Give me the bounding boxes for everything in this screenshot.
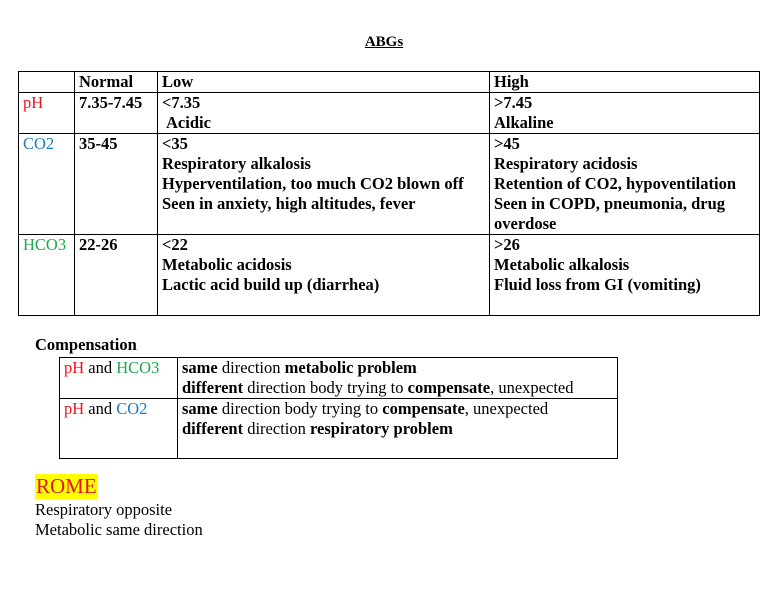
header-empty (19, 72, 75, 93)
compensation-row-co2 (60, 399, 618, 459)
comp-line: same direction body trying to compensate, unexpected (182, 399, 549, 418)
high-ph (490, 93, 760, 134)
low-hco3-line: <22 (162, 235, 188, 254)
compensation-table (59, 357, 618, 459)
table-row-hco3 (19, 235, 760, 316)
comp-hco3-label: HCO3 (116, 358, 160, 377)
low-ph-line: Acidic (166, 113, 211, 132)
comp-ph-label: pH (64, 399, 85, 418)
comp-pair-hco3 (60, 358, 178, 399)
param-ph: pH (19, 93, 75, 134)
high-co2-line: >45 (494, 134, 520, 153)
low-hco3 (158, 235, 490, 316)
normal-ph: 7.35-7.45 (75, 93, 158, 134)
low-co2-line: Respiratory alkalosis (162, 154, 311, 173)
param-co2: CO2 (19, 134, 75, 235)
high-hco3-line: Fluid loss from GI (vomiting) (494, 275, 701, 294)
comp-pair-co2 (60, 399, 178, 459)
comp-line: different direction body trying to compensate, unexpected (182, 378, 574, 397)
high-ph-line: >7.45 (494, 93, 533, 112)
normal-hco3: 22-26 (75, 235, 158, 316)
normal-co2: 35-45 (75, 134, 158, 235)
abg-table (18, 71, 760, 316)
low-ph (158, 93, 490, 134)
low-co2-line: Hyperventilation, too much CO2 blown off (162, 174, 464, 193)
page-title: ABGs (364, 34, 404, 50)
comp-line: different direction respiratory problem (182, 419, 453, 438)
comp-desc-co2 (178, 399, 618, 459)
table-header-row (19, 72, 760, 93)
low-co2-line: <35 (162, 134, 188, 153)
compensation-heading: Compensation (35, 335, 137, 354)
low-co2-line: Seen in anxiety, high altitudes, fever (162, 194, 416, 213)
rome-line-respiratory: Respiratory opposite (35, 500, 173, 519)
low-hco3-line: Metabolic acidosis (162, 255, 292, 274)
comp-line: same direction metabolic problem (182, 358, 417, 377)
low-hco3-line: Lactic acid build up (diarrhea) (162, 275, 380, 294)
high-hco3-line: >26 (494, 235, 520, 254)
low-co2 (158, 134, 490, 235)
header-low: Low (158, 72, 490, 93)
rome-heading: ROME (36, 474, 97, 498)
comp-co2-label: CO2 (116, 399, 148, 418)
comp-and-label: and (88, 358, 113, 377)
high-co2 (490, 134, 760, 235)
high-co2-line: Seen in COPD, pneumonia, drug overdose (494, 194, 726, 233)
table-row-ph (19, 93, 760, 134)
high-ph-line: Alkaline (494, 113, 554, 132)
comp-desc-hco3 (178, 358, 618, 399)
low-ph-line: <7.35 (162, 93, 201, 112)
comp-and-label: and (88, 399, 113, 418)
header-high: High (490, 72, 760, 93)
rome-line-metabolic: Metabolic same direction (35, 520, 203, 539)
high-hco3 (490, 235, 760, 316)
high-co2-line: Retention of CO2, hypoventilation (494, 174, 737, 193)
header-normal: Normal (75, 72, 158, 93)
high-hco3-line: Metabolic alkalosis (494, 255, 630, 274)
compensation-row-hco3 (60, 358, 618, 399)
high-co2-line: Respiratory acidosis (494, 154, 638, 173)
comp-ph-label: pH (64, 358, 85, 377)
param-hco3: HCO3 (19, 235, 75, 316)
table-row-co2 (19, 134, 760, 235)
